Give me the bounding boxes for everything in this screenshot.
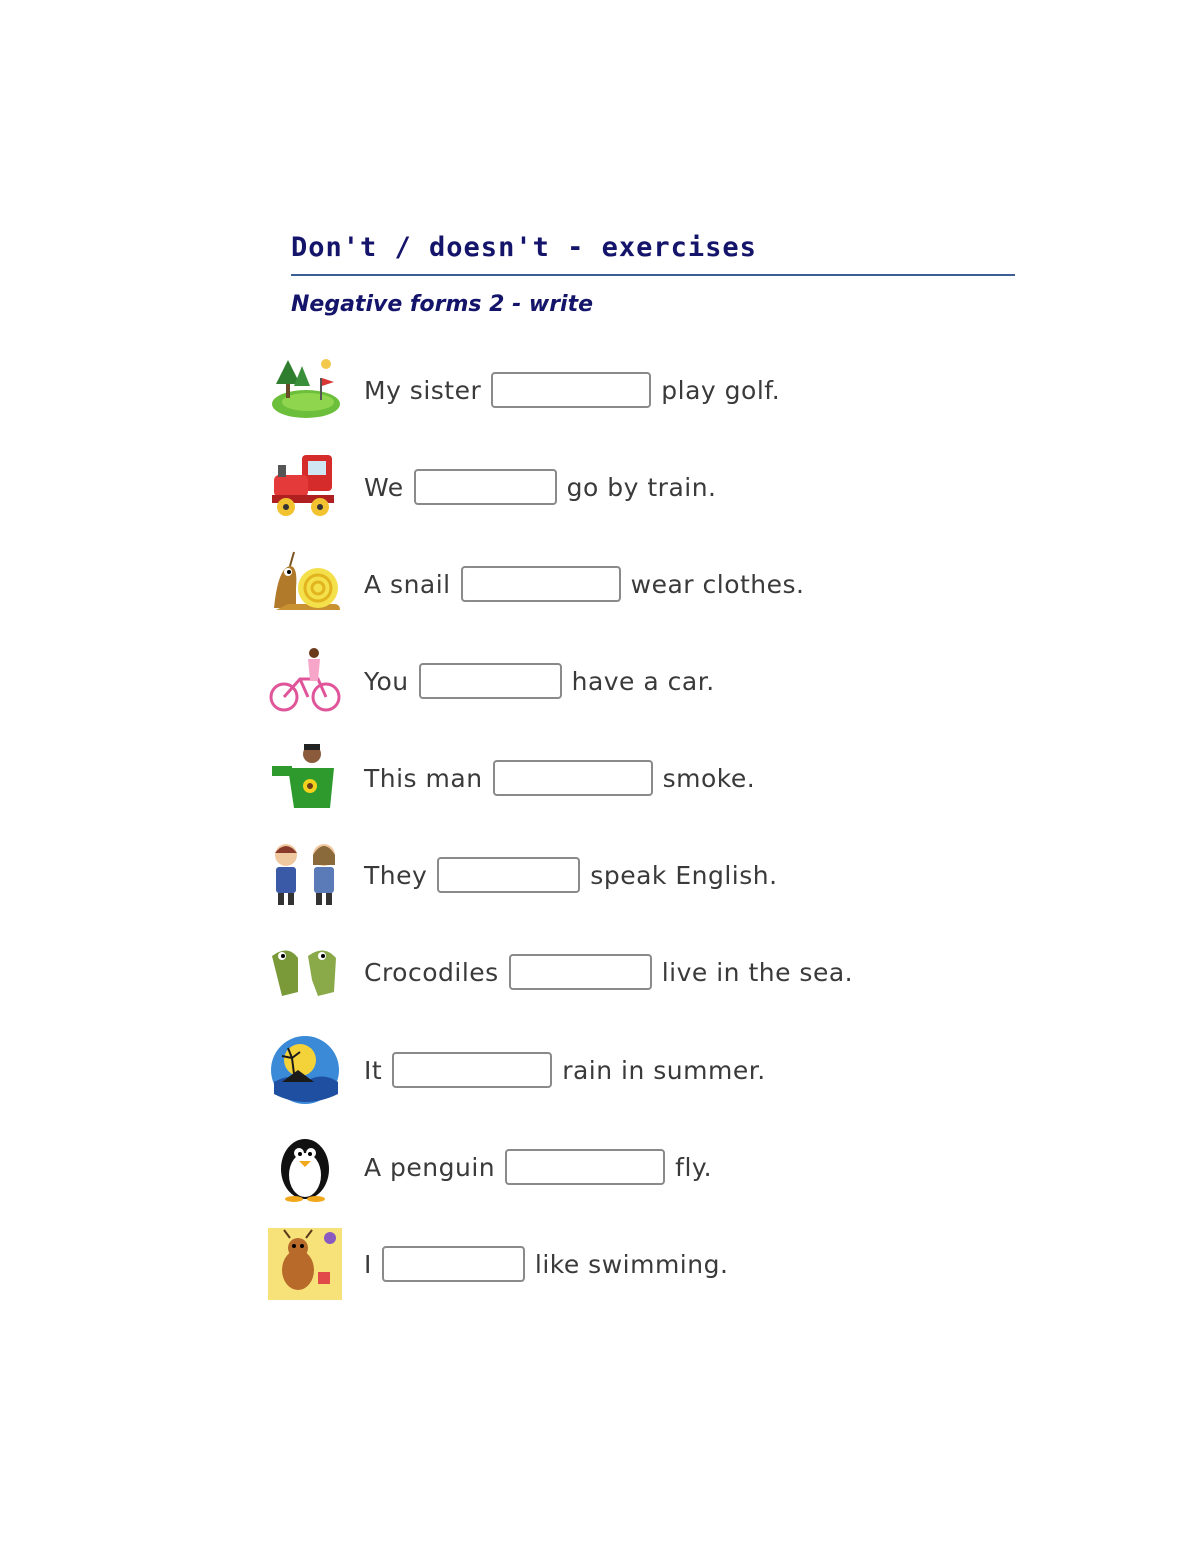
exercise-subject: We <box>364 472 404 502</box>
exercise-subject: They <box>364 860 428 890</box>
penguin-icon <box>268 1131 342 1203</box>
bicycle-girl-icon <box>268 645 342 717</box>
page-subtitle: Negative forms 2 - write <box>291 292 594 317</box>
answer-input-8[interactable] <box>392 1052 552 1088</box>
title-divider <box>291 274 1015 276</box>
exercise-rest: live in the sea. <box>661 957 854 987</box>
exercise-subject: I <box>364 1249 372 1279</box>
exercise-rest: speak English. <box>590 860 778 890</box>
exercise-subject: You <box>364 666 409 696</box>
exercise-row-10 <box>268 1226 728 1302</box>
exercise-rest: like swimming. <box>534 1249 729 1279</box>
golf-course-icon <box>268 354 342 426</box>
exercise-rest: go by train. <box>566 472 717 502</box>
page-title: Don't / doesn't - exercises <box>291 232 757 263</box>
exercise-rest: rain in summer. <box>562 1055 766 1085</box>
man-icon <box>268 742 342 814</box>
exercise-row-1 <box>268 352 780 428</box>
exercise-rest: play golf. <box>661 375 781 405</box>
answer-input-3[interactable] <box>461 566 621 602</box>
exercise-row-5 <box>268 740 755 816</box>
answer-input-2[interactable] <box>414 469 557 505</box>
exercise-row-7 <box>268 934 853 1010</box>
exercise-rest: have a car. <box>571 666 715 696</box>
exercise-row-9 <box>268 1129 712 1205</box>
answer-input-10[interactable] <box>382 1246 525 1282</box>
answer-input-6[interactable] <box>437 857 580 893</box>
children-icon <box>268 839 342 911</box>
exercise-rest: wear clothes. <box>630 569 805 599</box>
exercise-rest: smoke. <box>662 763 756 793</box>
exercise-row-2 <box>268 449 717 525</box>
exercise-row-3 <box>268 546 805 622</box>
exercise-subject: This man <box>364 763 483 793</box>
answer-input-4[interactable] <box>419 663 562 699</box>
exercise-row-6 <box>268 837 778 913</box>
exercise-row-8 <box>268 1032 766 1108</box>
answer-input-9[interactable] <box>505 1149 665 1185</box>
answer-input-1[interactable] <box>491 372 651 408</box>
answer-input-7[interactable] <box>509 954 652 990</box>
beach-bear-icon <box>268 1228 342 1300</box>
exercise-subject: My sister <box>364 375 482 405</box>
exercise-subject: A penguin <box>364 1152 496 1182</box>
exercise-subject: A snail <box>364 569 451 599</box>
exercise-row-4 <box>268 643 715 719</box>
exercise-rest: fly. <box>675 1152 713 1182</box>
snail-icon <box>268 548 342 620</box>
exercise-subject: Crocodiles <box>364 957 499 987</box>
crocodiles-icon <box>268 936 342 1008</box>
island-sun-icon <box>268 1034 342 1106</box>
exercise-subject: It <box>364 1055 383 1085</box>
train-icon <box>268 451 342 523</box>
answer-input-5[interactable] <box>493 760 653 796</box>
